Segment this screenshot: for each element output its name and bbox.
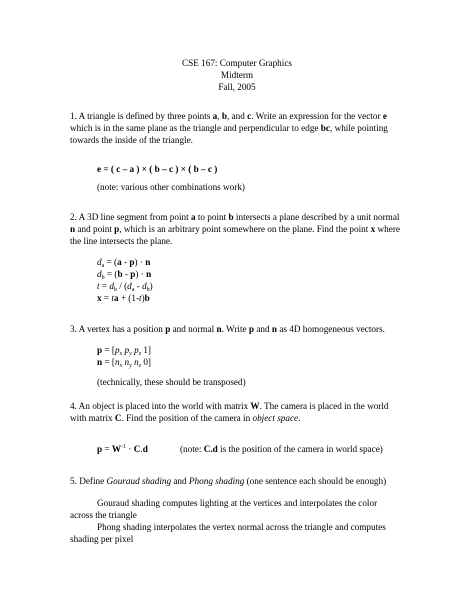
q1-line-3: towards the inside of the triangle.: [70, 135, 193, 145]
q3-equation-1: $p = [p_x$ $p_y$ $p_z$ 1]: [97, 345, 151, 357]
q5-phong-answer-line-2: shading per pixel: [70, 534, 134, 544]
q5-gouraud-answer-line-1: Gouraud shading computes lighting at the vertices and interpolates the color: [97, 498, 378, 508]
q5-gouraud-answer-line-2: across the triangle: [70, 510, 137, 520]
q2-equation-2: $d_b = (b - p) \cdot n$: [97, 269, 152, 281]
q4-line-1: 4. An object is placed into the world with matrix W. The camera is placed in the world: [70, 401, 389, 411]
q2-line-3: the line intersects the plane.: [70, 236, 173, 246]
q1-answer: e = ( c – a ) × ( b – c ) × ( b – c ): [97, 164, 218, 174]
q2-equation-3: $t = d_b / (d_a - d_b)$: [97, 281, 153, 293]
q3-note: (technically, these should be transposed): [97, 377, 246, 387]
q5-line-1: 5. Define Gouraud shading and Phong shading (one sentence each should be enough): [70, 476, 387, 486]
q1-line-1: 1. A triangle is defined by three points a, b, and c. Write an expression for the vector e: [70, 111, 387, 121]
q1-line-2: which is in the same plane as the triangle and perpendicular to edge bc, while pointing: [70, 123, 388, 133]
q2-equation-1: $d_a = (a - p) \cdot n$: [97, 257, 151, 269]
q1-note: (note: various other combinations work): [97, 182, 245, 192]
course-title: CSE 167: Computer Graphics: [182, 58, 292, 68]
q4-note: (note: C.d is the position of the camera in world space): [180, 444, 383, 454]
q4-line-2: with matrix C. Find the position of the camera in object space.: [70, 413, 301, 423]
q2-equation-4: x = ta + (1-t)b: [97, 293, 150, 303]
q3-equation-2: $n = [n_x$ $n_y$ $n_z$ 0]: [97, 357, 151, 369]
exam-title: Midterm: [220, 70, 254, 80]
q4-answer: $p = W^{-1} \cdot C.d$: [97, 444, 148, 454]
q5-phong-answer-line-1: Phong shading interpolates the vertex normal across the triangle and computes: [97, 522, 386, 532]
q2-line-2: n and point p, which is an arbitrary point somewhere on the plane. Find the point x where: [70, 224, 400, 234]
exam-term: Fall, 2005: [218, 82, 256, 92]
q2-line-1: 2. A 3D line segment from point a to point b intersects a plane described by a unit normal: [70, 212, 400, 222]
q3-line-1: 3. A vertex has a position p and normal n. Write p and n as 4D homogeneous vectors.: [70, 324, 385, 334]
